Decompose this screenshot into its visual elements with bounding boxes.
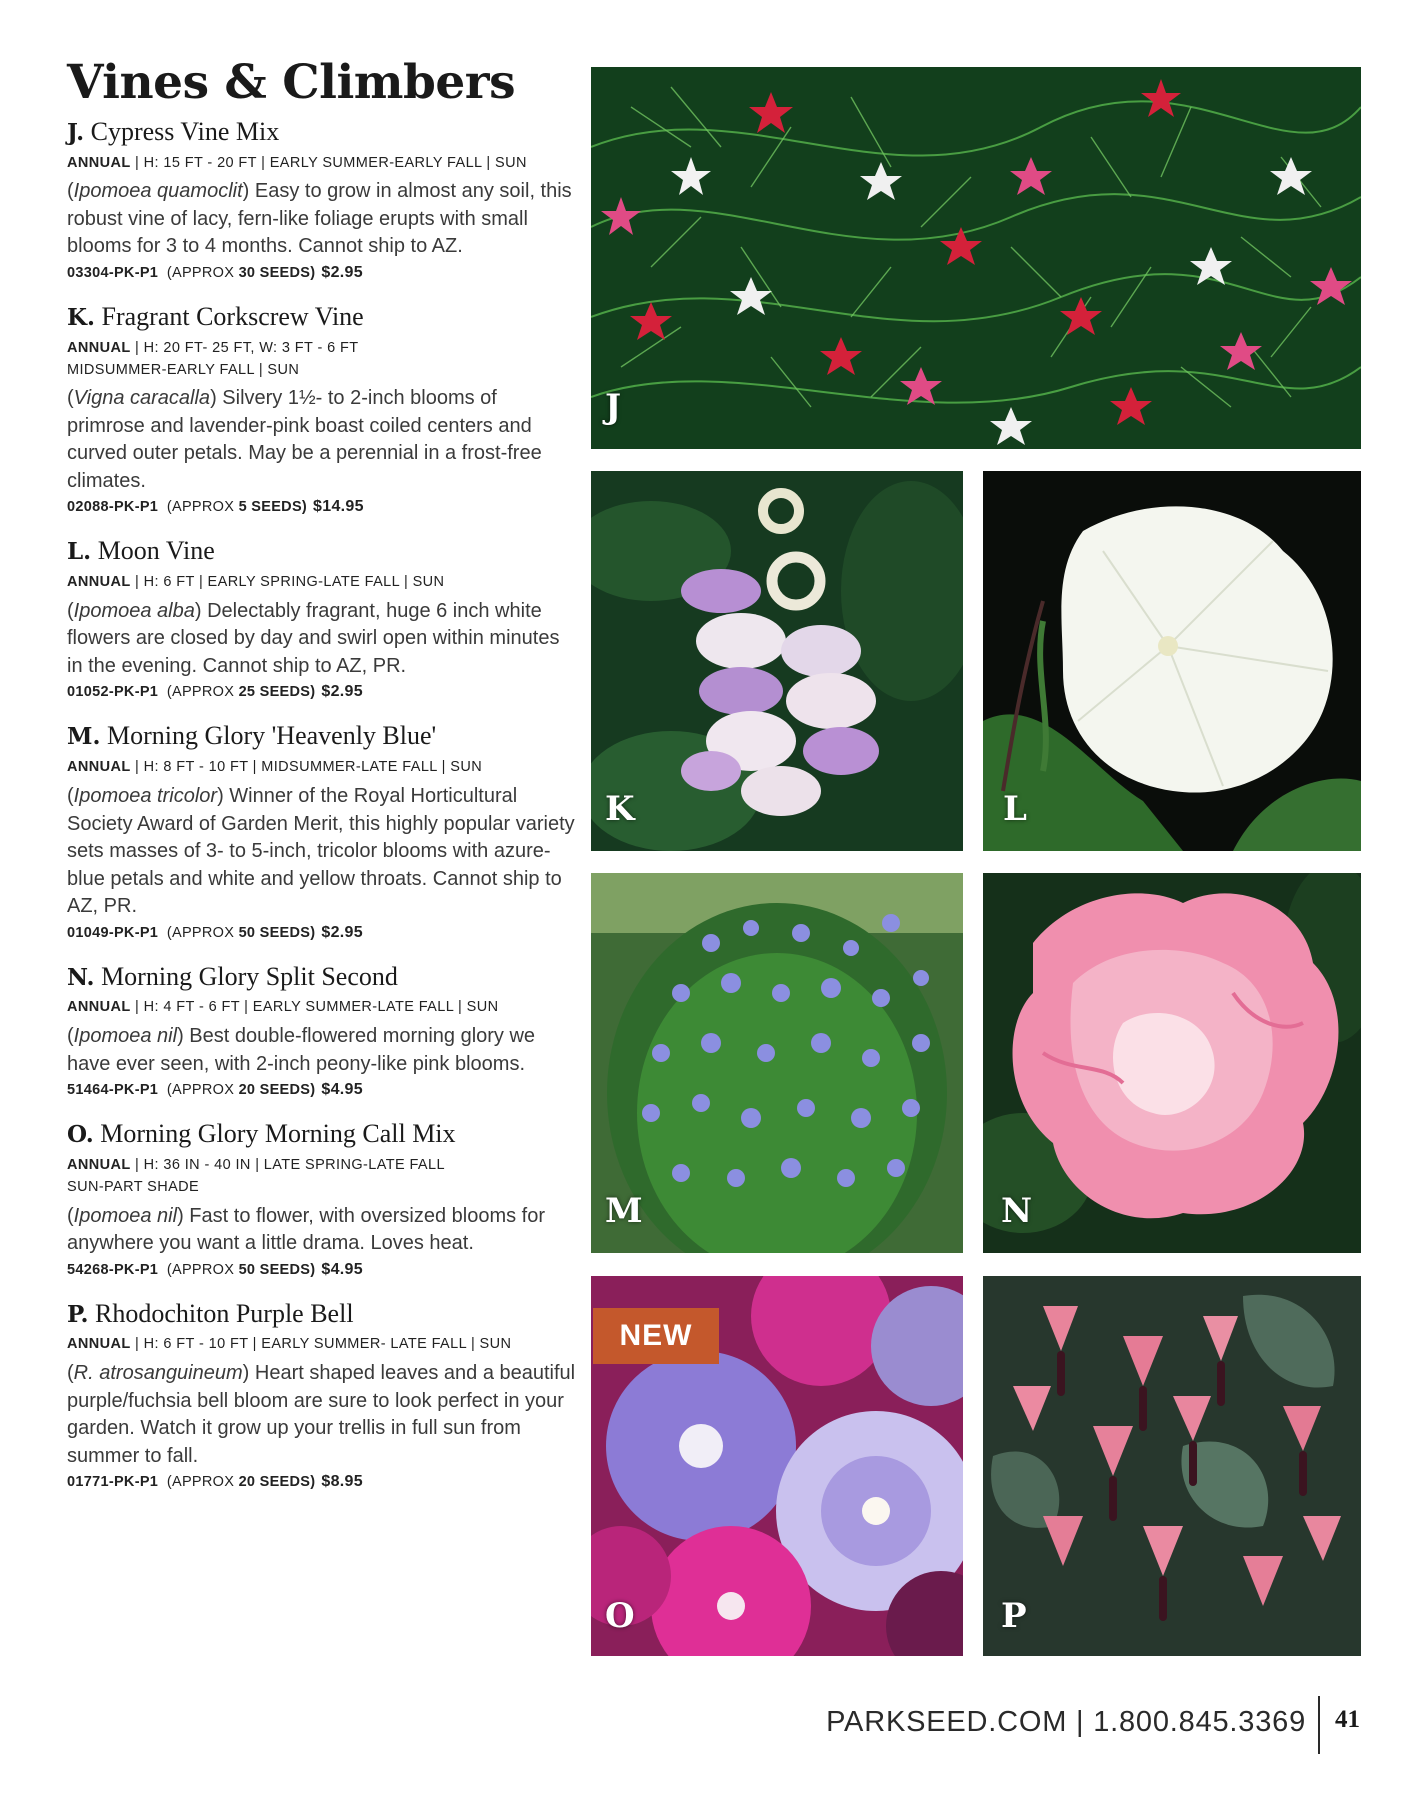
approx: APPROX [171, 1261, 235, 1278]
photo-label-m: M [605, 1191, 643, 1231]
product-name: Morning Glory Split Second [101, 961, 398, 991]
product-letter: K. [67, 303, 95, 331]
heavenly-blue-image [591, 873, 963, 1253]
product-entry-l [67, 536, 577, 701]
product-specs [67, 1334, 577, 1356]
split-second-image [983, 873, 1361, 1253]
product-specs [67, 757, 577, 779]
product-entry-p [67, 1299, 577, 1492]
price: $4.95 [321, 1260, 363, 1278]
sku: 51464-PK-P1 [67, 1082, 159, 1099]
order-line: 03304-PK-P1 (APPROX 30 SEEDS) $2.95 [67, 263, 363, 281]
specs-detail: | H: 15 FT - 20 FT | EARLY SUMMER-EARLY FALL | SUN [130, 154, 527, 171]
sku: 54268-PK-P1 [67, 1261, 159, 1278]
description-text: Best double-flowered morning glory we have ever seen, with 2-inch peony-like pink blooms. [67, 1025, 536, 1075]
price: $2.95 [321, 683, 363, 701]
approx: APPROX [171, 264, 235, 281]
description-text: Easy to grow in almost any soil, this robust vine of lacy, fern-like foliage erupts with small blooms for 3 to 4 months. Cannot ship to AZ. [67, 180, 572, 258]
latin-name: Ipomoea quamoclit [73, 180, 243, 203]
specs-detail: | H: 8 FT - 10 FT | MIDSUMMER-LATE FALL | SUN [130, 759, 483, 776]
product-entry-k [67, 302, 577, 516]
product-specs [67, 153, 577, 175]
product-title [67, 302, 577, 332]
latin-name: R. atrosanguineum [73, 1362, 243, 1385]
latin-name: Ipomoea alba [73, 599, 195, 622]
specs-type: ANNUAL [67, 759, 131, 776]
price: $4.95 [321, 1081, 363, 1099]
price: $14.95 [313, 498, 364, 516]
order-line: 01771-PK-P1 (APPROX 20 SEEDS) $8.95 [67, 1473, 363, 1491]
product-list [67, 55, 577, 1511]
product-description: (Ipomoea tricolor) Winner of the Royal Horticultural Society Award of Garden Merit, this highly popular variety sets masses of 3- to 5-inch, tricolor blooms with azure-blue petals and white and yellow throats. Cannot ship to AZ, PR. [67, 785, 575, 918]
specs-detail: | H: 36 IN - 40 IN | LATE SPRING-LATE FALL [130, 1157, 445, 1174]
approx: APPROX [171, 684, 235, 701]
seed-count: 50 SEEDS) [238, 1261, 316, 1278]
product-description: (R. atrosanguineum) Heart shaped leaves and a beautiful purple/fuchsia bell bloom are sure to look perfect in your garden. Watch it grow up your trellis in full sun from summer to fall. [67, 1362, 576, 1467]
sku: 02088-PK-P1 [67, 499, 159, 516]
order-line: 51464-PK-P1 (APPROX 20 SEEDS) $4.95 [67, 1081, 363, 1099]
product-title [67, 117, 577, 147]
product-description: (Ipomoea nil) Best double-flowered morning glory we have ever seen, with 2-inch peony-like pink blooms. [67, 1025, 536, 1075]
photo-heavenly-blue [591, 873, 963, 1253]
product-name: Morning Glory 'Heavenly Blue' [106, 721, 437, 751]
specs-type: ANNUAL [67, 1336, 131, 1353]
specs-type: ANNUAL [67, 574, 131, 591]
latin-name: Ipomoea nil [73, 1204, 178, 1227]
order-line: 01049-PK-P1 (APPROX 50 SEEDS) $2.95 [67, 923, 363, 941]
specs-type: ANNUAL [67, 154, 131, 171]
specs-detail: | H: 20 FT- 25 FT, W: 3 FT - 6 FT [130, 339, 359, 356]
photo-corkscrew-vine [591, 471, 963, 851]
approx: APPROX [171, 924, 235, 941]
page-title: Vines & Climbers [67, 55, 516, 110]
price: $2.95 [321, 923, 363, 941]
product-specs [67, 338, 577, 382]
price: $8.95 [321, 1473, 363, 1491]
footer-divider [1318, 1696, 1320, 1754]
specs-type: ANNUAL [67, 339, 131, 356]
product-title [67, 536, 577, 566]
product-letter: O. [67, 1121, 94, 1149]
sku: 03304-PK-P1 [67, 264, 159, 281]
description-text: Delectably fragrant, huge 6 inch white flowers are closed by day and swirl open within minutes in the evening. Cannot ship to AZ, PR. [67, 599, 560, 677]
product-title [67, 962, 577, 992]
latin-name: Ipomoea tricolor [73, 785, 218, 808]
seed-count: 5 SEEDS) [238, 499, 308, 516]
photo-label-k: K [605, 789, 635, 829]
product-name: Rhodochiton Purple Bell [95, 1298, 354, 1328]
approx: APPROX [171, 1474, 235, 1491]
product-specs [67, 572, 577, 594]
product-title [67, 721, 577, 751]
description-text: Fast to flower, with oversized blooms for anywhere you want a little drama. Loves heat. [67, 1204, 545, 1255]
product-name: Fragrant Corkscrew Vine [101, 301, 364, 331]
product-entry-n [67, 962, 577, 1100]
product-title [67, 1299, 577, 1329]
specs-type: ANNUAL [67, 999, 131, 1016]
seed-count: 20 SEEDS) [238, 1082, 316, 1099]
product-specs [67, 997, 577, 1019]
description-text: Silvery 1½- to 2-inch blooms of primrose and lavender-pink boast coiled centers and curved outer petals. May be a perennial in a frost-free climates. [67, 387, 542, 492]
description-text: Heart shaped leaves and a beautiful purple/fuchsia bell bloom are sure to look perfect in your garden. Watch it grow up your trellis in full sun from summer to fall. [67, 1362, 576, 1467]
sku: 01771-PK-P1 [67, 1474, 159, 1491]
cypress-vine-image [591, 67, 1361, 449]
product-description: (Vigna caracalla) Silvery 1½- to 2-inch blooms of primrose and lavender-pink boast coiled centers and curved outer petals. May be a perennial in a frost-free climates. [67, 387, 542, 492]
photo-split-second [983, 873, 1361, 1253]
product-name: Morning Glory Morning Call Mix [100, 1119, 456, 1149]
page-number: 41 [1335, 1706, 1360, 1733]
seed-count: 30 SEEDS) [238, 264, 316, 281]
price: $2.95 [321, 263, 363, 281]
sku: 01049-PK-P1 [67, 924, 159, 941]
product-specs [67, 1155, 577, 1199]
product-name: Cypress Vine Mix [90, 116, 280, 146]
sku: 01052-PK-P1 [67, 684, 159, 701]
latin-name: Vigna caracalla [73, 387, 211, 410]
specs-line2: SUN-PART SHADE [67, 1178, 200, 1195]
product-description: (Ipomoea nil) Fast to flower, with oversized blooms for anywhere you want a little drama. Loves heat. [67, 1204, 545, 1255]
moon-vine-image [983, 471, 1361, 851]
corkscrew-vine-image [591, 471, 963, 851]
product-letter: J. [67, 118, 85, 146]
seed-count: 25 SEEDS) [238, 684, 316, 701]
photo-cypress-vine [591, 67, 1361, 449]
photo-label-o: O [605, 1596, 635, 1636]
order-line: 02088-PK-P1 (APPROX 5 SEEDS) $14.95 [67, 498, 364, 516]
product-letter: P. [67, 1300, 89, 1328]
photo-label-j: J [605, 387, 622, 427]
product-name: Moon Vine [97, 536, 215, 566]
latin-name: Ipomoea nil [73, 1025, 178, 1048]
specs-detail: | H: 6 FT - 10 FT | EARLY SUMMER- LATE FALL | SUN [130, 1336, 512, 1353]
new-badge: NEW [593, 1308, 719, 1364]
photo-label-l: L [1003, 789, 1027, 829]
product-letter: M. [67, 723, 101, 751]
photo-moon-vine [983, 471, 1361, 851]
order-line: 54268-PK-P1 (APPROX 50 SEEDS) $4.95 [67, 1260, 363, 1278]
specs-line2: MIDSUMMER-EARLY FALL | SUN [67, 361, 300, 378]
order-line: 01052-PK-P1 (APPROX 25 SEEDS) $2.95 [67, 683, 363, 701]
specs-detail: | H: 4 FT - 6 FT | EARLY SUMMER-LATE FALL | SUN [130, 999, 499, 1016]
footer-contact: PARKSEED.COM | 1.800.845.3369 [826, 1706, 1306, 1738]
seed-count: 50 SEEDS) [238, 924, 316, 941]
seed-count: 20 SEEDS) [238, 1474, 316, 1491]
specs-type: ANNUAL [67, 1157, 131, 1174]
photo-label-p: P [1001, 1596, 1027, 1636]
product-entry-o [67, 1119, 577, 1278]
product-entry-m [67, 721, 577, 941]
rhodochiton-image [983, 1276, 1361, 1656]
description-text: Winner of the Royal Horticultural Society Award of Garden Merit, this highly popular variety sets masses of 3- to 5-inch, tricolor blooms with azure-blue petals and white and yellow throats. Cannot ship to AZ, PR. [67, 785, 575, 918]
product-description: (Ipomoea alba) Delectably fragrant, huge 6 inch white flowers are closed by day and swirl open within minutes in the evening. Cannot ship to AZ, PR. [67, 599, 560, 677]
specs-detail: | H: 6 FT | EARLY SPRING-LATE FALL | SUN [130, 574, 445, 591]
product-title [67, 1119, 577, 1149]
photo-label-n: N [1001, 1191, 1033, 1231]
photo-rhodochiton [983, 1276, 1361, 1656]
photo-morning-call-mix [591, 1276, 963, 1656]
product-description: (Ipomoea quamoclit) Easy to grow in almost any soil, this robust vine of lacy, fern-like foliage erupts with small blooms for 3 to 4 months. Cannot ship to AZ. [67, 180, 572, 258]
product-letter: L. [67, 538, 92, 566]
approx: APPROX [171, 1082, 235, 1099]
approx: APPROX [171, 499, 235, 516]
product-letter: N. [67, 963, 95, 991]
product-entry-j [67, 117, 577, 282]
